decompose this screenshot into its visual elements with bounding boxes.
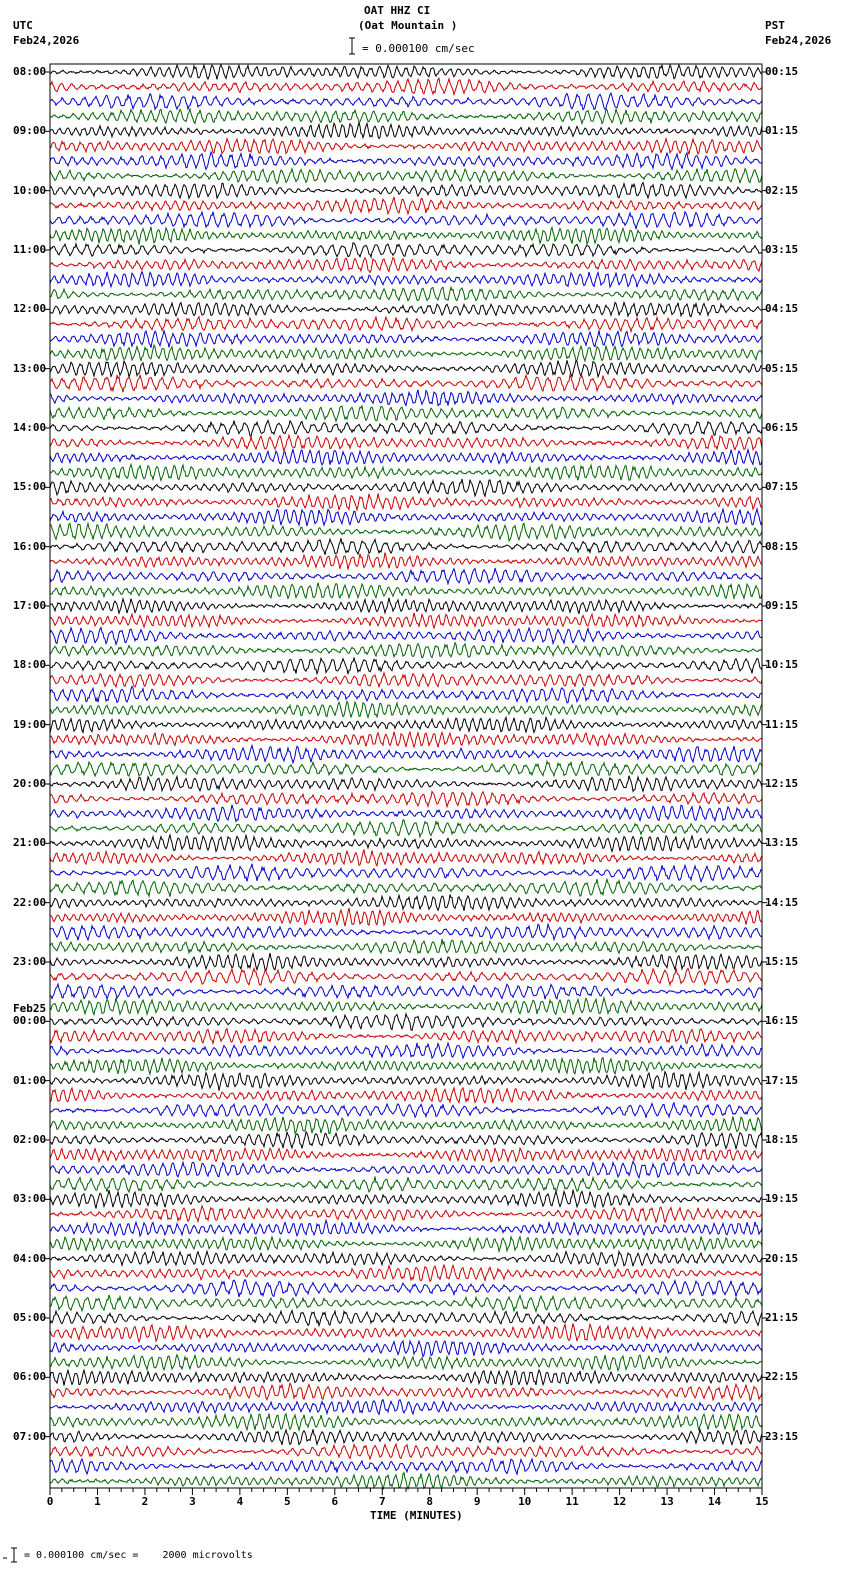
x-tick-label: 0 xyxy=(46,1495,54,1508)
seismic-trace xyxy=(50,330,762,347)
seismic-trace xyxy=(50,686,762,702)
x-tick-label: 9 xyxy=(473,1495,481,1508)
left-hour-label: 01:00 xyxy=(13,1073,47,1087)
seismic-trace xyxy=(50,717,762,733)
x-tick-label: 7 xyxy=(378,1495,386,1508)
right-hour-label: 02:15 xyxy=(765,183,799,197)
seismic-trace xyxy=(50,152,762,169)
seismic-trace xyxy=(50,924,762,940)
seismic-trace xyxy=(50,998,762,1015)
seismic-trace xyxy=(50,908,762,926)
seismic-trace xyxy=(50,1058,762,1075)
left-timezone: UTC xyxy=(13,19,33,32)
left-hour-label: 02:00 xyxy=(13,1133,47,1146)
seismic-trace xyxy=(50,732,762,748)
seismic-trace xyxy=(50,1206,762,1222)
seismic-trace xyxy=(50,390,762,406)
right-hour-label: 22:15 xyxy=(765,1370,799,1384)
x-tick-label: 8 xyxy=(426,1495,434,1508)
left-hour-label: 04:00 xyxy=(13,1251,47,1265)
seismic-trace xyxy=(50,169,762,184)
left-hour-label: 13:00 xyxy=(13,361,47,375)
date-change-label: Feb25 xyxy=(13,1002,47,1015)
seismic-trace xyxy=(50,1251,762,1266)
right-hour-label: 17:15 xyxy=(765,1073,799,1087)
footer-scale-note: = 0.000100 cm/sec = 2000 microvolts xyxy=(24,1550,253,1561)
right-hour-label: 21:15 xyxy=(765,1311,799,1324)
seismic-trace xyxy=(50,197,762,214)
seismic-trace xyxy=(50,1324,762,1342)
seismic-trace xyxy=(50,968,762,985)
left-hour-label: 06:00 xyxy=(13,1370,47,1384)
x-tick-label: 1 xyxy=(94,1495,101,1508)
right-hour-label: 11:15 xyxy=(765,717,799,731)
left-hour-label: 15:00 xyxy=(13,480,47,494)
station-title: OAT HHZ CI xyxy=(364,4,431,17)
right-hour-label: 18:15 xyxy=(765,1133,799,1146)
seismic-trace xyxy=(50,598,762,614)
seismic-trace xyxy=(50,93,762,110)
seismic-trace xyxy=(50,835,762,852)
left-hour-label: 21:00 xyxy=(13,836,47,850)
left-hour-label: 17:00 xyxy=(13,599,47,612)
right-hour-label: 19:15 xyxy=(765,1192,799,1206)
seismic-trace xyxy=(50,879,762,897)
seismic-trace xyxy=(50,1265,762,1281)
x-tick-label: 12 xyxy=(613,1495,627,1508)
seismic-trace xyxy=(50,776,762,792)
seismic-trace xyxy=(50,1400,762,1415)
seismic-trace xyxy=(50,139,762,155)
seismic-trace xyxy=(50,658,762,675)
x-tick-label: 2 xyxy=(141,1495,149,1508)
right-hour-label: 09:15 xyxy=(765,599,799,612)
seismic-trace xyxy=(50,553,762,570)
seismic-trace xyxy=(50,302,762,316)
right-hour-label: 08:15 xyxy=(765,539,799,553)
right-hour-label: 16:15 xyxy=(765,1014,799,1028)
seismic-trace xyxy=(50,272,762,288)
seismic-trace xyxy=(50,494,762,511)
right-hour-label: 12:15 xyxy=(765,777,799,790)
seismic-trace xyxy=(50,613,762,628)
seismic-trace xyxy=(50,583,762,599)
x-tick-label: 5 xyxy=(284,1495,291,1508)
seismic-trace xyxy=(50,509,762,526)
seismic-trace xyxy=(50,360,762,377)
seismic-trace xyxy=(50,258,762,273)
right-hour-label: 20:15 xyxy=(765,1251,799,1265)
x-tick-label: 14 xyxy=(707,1495,722,1508)
x-tick-label: 15 xyxy=(755,1495,769,1508)
seismic-trace xyxy=(50,628,762,645)
seismic-trace xyxy=(50,1370,762,1386)
seismic-trace xyxy=(50,1295,762,1312)
seismic-trace xyxy=(50,1072,762,1091)
right-hour-label: 07:15 xyxy=(765,480,799,494)
station-location: (Oat Mountain ) xyxy=(358,19,458,32)
seismic-trace xyxy=(50,939,762,953)
left-hour-label: 12:00 xyxy=(13,302,47,316)
right-hour-label: 03:15 xyxy=(765,243,799,256)
right-hour-label: 05:15 xyxy=(765,361,799,375)
right-hour-label: 14:15 xyxy=(765,895,799,909)
left-hour-label: 23:00 xyxy=(13,955,47,968)
seismic-trace xyxy=(50,406,762,421)
x-tick-label: 11 xyxy=(565,1495,579,1508)
left-hour-label: 16:00 xyxy=(13,539,47,553)
seismic-trace xyxy=(50,212,762,229)
seismic-trace xyxy=(50,109,762,124)
seismic-trace xyxy=(50,1103,762,1118)
left-hour-label: 10:00 xyxy=(13,183,47,197)
seismic-trace xyxy=(50,227,762,245)
seismic-trace xyxy=(50,317,762,332)
left-hour-label: 20:00 xyxy=(13,777,47,790)
seismic-trace xyxy=(50,1414,762,1432)
seismic-trace xyxy=(50,1177,762,1193)
seismic-trace xyxy=(50,849,762,865)
seismic-trace xyxy=(50,864,762,882)
x-axis-title: TIME (MINUTES) xyxy=(370,1509,463,1522)
seismic-trace xyxy=(50,1029,762,1044)
seismic-trace xyxy=(50,420,762,436)
right-hour-label: 13:15 xyxy=(765,836,799,850)
left-hour-label: 19:00 xyxy=(13,717,47,731)
seismic-trace xyxy=(50,1220,762,1236)
seismic-trace xyxy=(50,345,762,361)
seismic-trace xyxy=(50,1280,762,1297)
right-hour-label: 23:15 xyxy=(765,1429,799,1443)
scale-label: = 0.000100 cm/sec xyxy=(362,42,475,55)
seismic-trace xyxy=(50,792,762,807)
seismic-trace xyxy=(50,78,762,94)
right-hour-label: 04:15 xyxy=(765,302,799,316)
seismic-trace xyxy=(50,1473,762,1490)
left-hour-label: 03:00 xyxy=(13,1192,47,1206)
x-tick-label: 10 xyxy=(518,1495,532,1508)
seismic-trace xyxy=(50,287,762,300)
seismic-trace xyxy=(50,122,762,138)
seismic-trace xyxy=(50,761,762,776)
seismic-trace xyxy=(50,1355,762,1371)
seismic-trace xyxy=(50,984,762,999)
right-timezone: PST xyxy=(765,19,785,32)
x-tick-label: 13 xyxy=(660,1495,674,1508)
seismic-trace xyxy=(50,243,762,257)
seismic-trace xyxy=(50,183,762,199)
seismic-trace xyxy=(50,450,762,465)
left-hour-label: 07:00 xyxy=(13,1429,47,1443)
seismic-trace xyxy=(50,1444,762,1459)
x-tick-label: 6 xyxy=(331,1495,339,1508)
seismic-trace xyxy=(50,538,762,555)
seismic-trace xyxy=(50,479,762,496)
seismic-trace xyxy=(50,1014,762,1031)
seismic-trace xyxy=(50,1429,762,1445)
seismic-trace xyxy=(50,1117,762,1134)
right-hour-label: 10:15 xyxy=(765,658,799,672)
seismic-trace xyxy=(50,568,762,584)
left-hour-label: 00:00 xyxy=(13,1014,47,1028)
x-tick-label: 3 xyxy=(189,1495,196,1508)
seismic-trace xyxy=(50,1190,762,1209)
right-hour-label: 00:15 xyxy=(765,65,799,78)
seismic-trace xyxy=(50,1148,762,1162)
seismic-trace xyxy=(50,464,762,480)
left-hour-label: 08:00 xyxy=(13,65,47,78)
left-hour-label: 05:00 xyxy=(13,1311,47,1324)
seismic-trace xyxy=(50,435,762,451)
seismic-trace xyxy=(50,820,762,837)
left-hour-label: 14:00 xyxy=(13,421,47,434)
left-hour-label: 11:00 xyxy=(13,243,47,256)
seismic-trace xyxy=(50,1132,762,1149)
left-hour-label: 22:00 xyxy=(13,895,47,909)
right-date: Feb24,2026 xyxy=(765,34,832,47)
left-hour-label: 09:00 xyxy=(13,124,47,138)
seismic-trace xyxy=(50,523,762,540)
seismic-trace xyxy=(50,1459,762,1474)
left-hour-label: 18:00 xyxy=(13,658,47,672)
seismic-trace xyxy=(50,1162,762,1178)
seismic-trace xyxy=(50,1341,762,1357)
seismic-trace xyxy=(50,1310,762,1325)
right-hour-label: 06:15 xyxy=(765,421,799,434)
seismic-trace xyxy=(50,65,762,80)
seismic-trace xyxy=(50,805,762,822)
x-tick-label: 4 xyxy=(236,1495,244,1508)
seismic-trace xyxy=(50,701,762,717)
right-hour-label: 01:15 xyxy=(765,124,799,138)
seismic-trace xyxy=(50,643,762,658)
seismic-trace xyxy=(50,1043,762,1058)
seismic-trace xyxy=(50,1383,762,1400)
right-hour-label: 15:15 xyxy=(765,955,799,968)
seismic-trace xyxy=(50,1237,762,1252)
seismic-trace xyxy=(50,673,762,688)
seismic-trace xyxy=(50,894,762,911)
seismic-trace xyxy=(50,375,762,392)
seismic-trace xyxy=(50,746,762,763)
seismic-trace xyxy=(50,1088,762,1104)
seismic-trace xyxy=(50,953,762,970)
left-date: Feb24,2026 xyxy=(13,34,80,47)
